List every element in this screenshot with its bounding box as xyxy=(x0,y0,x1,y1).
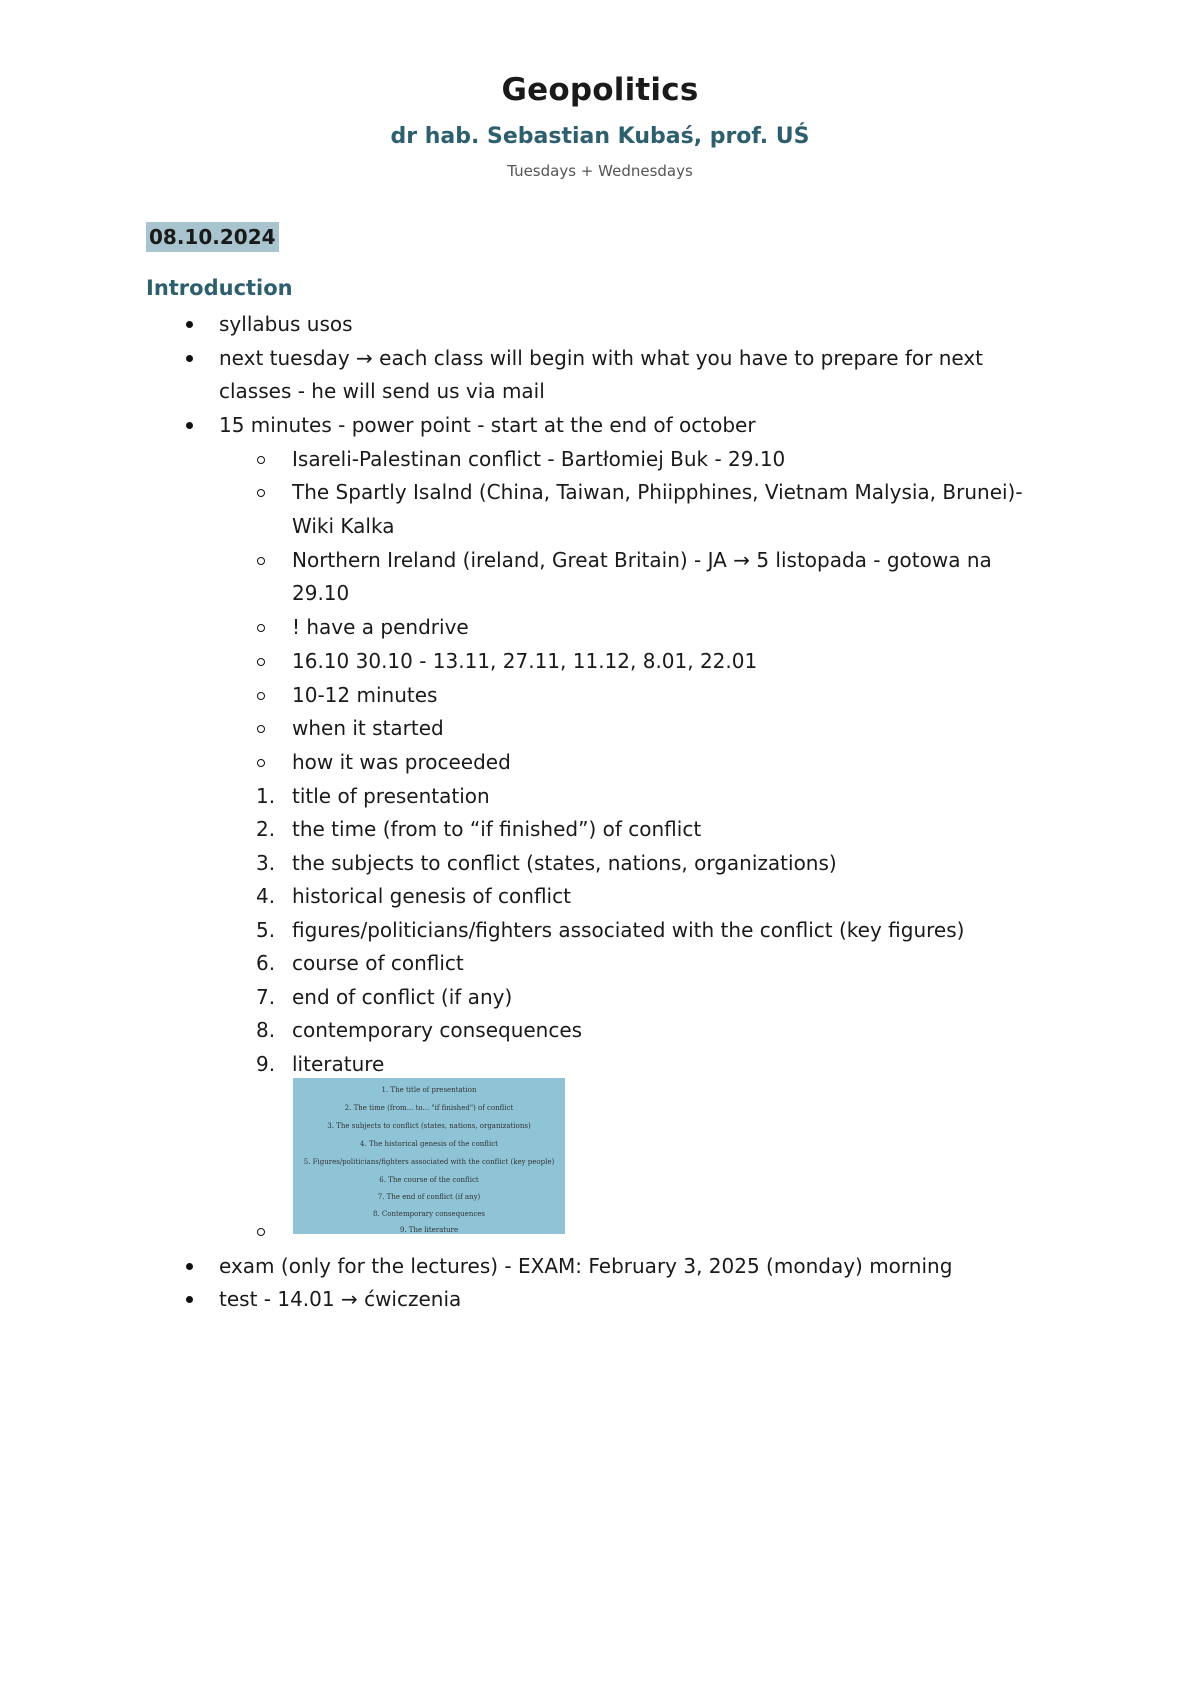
circle-bullet-icon xyxy=(257,456,265,464)
bullet-icon xyxy=(186,1263,193,1270)
schedule-days: Tuesdays + Wednesdays xyxy=(507,162,693,180)
list-item: test - 14.01 → ćwiczenia xyxy=(219,1287,462,1311)
photo-text-line: 1. The title of presentation xyxy=(381,1086,477,1094)
numbered-item: figures/politicians/fighters associated with the conflict (key figures) xyxy=(292,918,965,942)
lecturer-name: dr hab. Sebastian Kubaś, prof. UŚ xyxy=(390,124,810,149)
circle-bullet-icon xyxy=(257,489,265,497)
list-number: 6. xyxy=(256,951,276,975)
numbered-item: title of presentation xyxy=(292,784,490,808)
list-number: 2. xyxy=(256,817,276,841)
sub-list-item-continuation: 29.10 xyxy=(292,581,350,605)
list-item: next tuesday → each class will begin with what you have to prepare for next xyxy=(219,346,984,370)
list-number: 4. xyxy=(256,884,276,908)
numbered-item: the subjects to conflict (states, nations, organizations) xyxy=(292,851,837,875)
numbered-item: end of conflict (if any) xyxy=(292,985,513,1009)
circle-bullet-icon xyxy=(257,624,265,632)
sub-list-item: ! have a pendrive xyxy=(292,615,469,639)
list-item: exam (only for the lectures) - EXAM: February 3, 2025 (monday) morning xyxy=(219,1254,953,1278)
photo-text-line: 5. Figures/politicians/fighters associated with the conflict (key people) xyxy=(303,1158,555,1166)
sub-list-item: 10-12 minutes xyxy=(292,683,438,707)
bullet-icon xyxy=(186,355,193,362)
photo-text-line: 3. The subjects to conflict (states, nations, organizations) xyxy=(327,1122,531,1130)
circle-bullet-icon xyxy=(257,1228,265,1236)
photo-text-line: 8. Contemporary consequences xyxy=(373,1210,485,1218)
circle-bullet-icon xyxy=(257,692,265,700)
sub-list-item: The Spartly Isalnd (China, Taiwan, Phiipphines, Vietnam Malysia, Brunei)- xyxy=(292,480,1023,504)
list-item: syllabus usos xyxy=(219,312,353,336)
bullet-icon xyxy=(186,422,193,429)
section-heading: Introduction xyxy=(146,276,293,300)
list-number: 5. xyxy=(256,918,276,942)
numbered-item: historical genesis of conflict xyxy=(292,884,571,908)
numbered-item: contemporary consequences xyxy=(292,1018,583,1042)
circle-bullet-icon xyxy=(257,759,265,767)
sub-list-item: Northern Ireland (ireland, Great Britain) - JA → 5 listopada - gotowa na xyxy=(292,548,992,572)
sub-list-item: when it started xyxy=(292,716,444,740)
whiteboard-photo xyxy=(293,1078,565,1234)
bullet-icon xyxy=(186,321,193,328)
photo-text-line: 4. The historical genesis of the conflict xyxy=(360,1140,498,1148)
circle-bullet-icon xyxy=(257,557,265,565)
list-number: 3. xyxy=(256,851,276,875)
circle-bullet-icon xyxy=(257,725,265,733)
numbered-item: course of conflict xyxy=(292,951,464,975)
numbered-item: literature xyxy=(292,1052,385,1076)
photo-text-line: 6. The course of the conflict xyxy=(379,1176,479,1184)
sub-list-item-continuation: Wiki Kalka xyxy=(292,514,395,538)
sub-list-item: 16.10 30.10 - 13.11, 27.11, 11.12, 8.01, 22.01 xyxy=(292,649,758,673)
list-item-continuation: classes - he will send us via mail xyxy=(219,379,545,403)
date-heading: 08.10.2024 xyxy=(146,222,279,252)
bullet-icon xyxy=(186,1296,193,1303)
numbered-item: the time (from to “if finished”) of conflict xyxy=(292,817,702,841)
list-item: 15 minutes - power point - start at the end of october xyxy=(219,413,756,437)
sub-list-item: Isareli-Palestinan conflict - Bartłomiej Buk - 29.10 xyxy=(292,447,786,471)
list-number: 7. xyxy=(256,985,276,1009)
page-title: Geopolitics xyxy=(501,72,699,108)
list-number: 1. xyxy=(256,784,276,808)
photo-text-line: 2. The time (from... to... "if finished") of conflict xyxy=(344,1104,514,1112)
photo-text-line: 7. The end of conflict (if any) xyxy=(377,1193,481,1201)
sub-list-item: how it was proceeded xyxy=(292,750,511,774)
photo-text-line: 9. The literature xyxy=(399,1226,459,1234)
circle-bullet-icon xyxy=(257,658,265,666)
list-number: 8. xyxy=(256,1018,276,1042)
list-number: 9. xyxy=(256,1052,276,1076)
